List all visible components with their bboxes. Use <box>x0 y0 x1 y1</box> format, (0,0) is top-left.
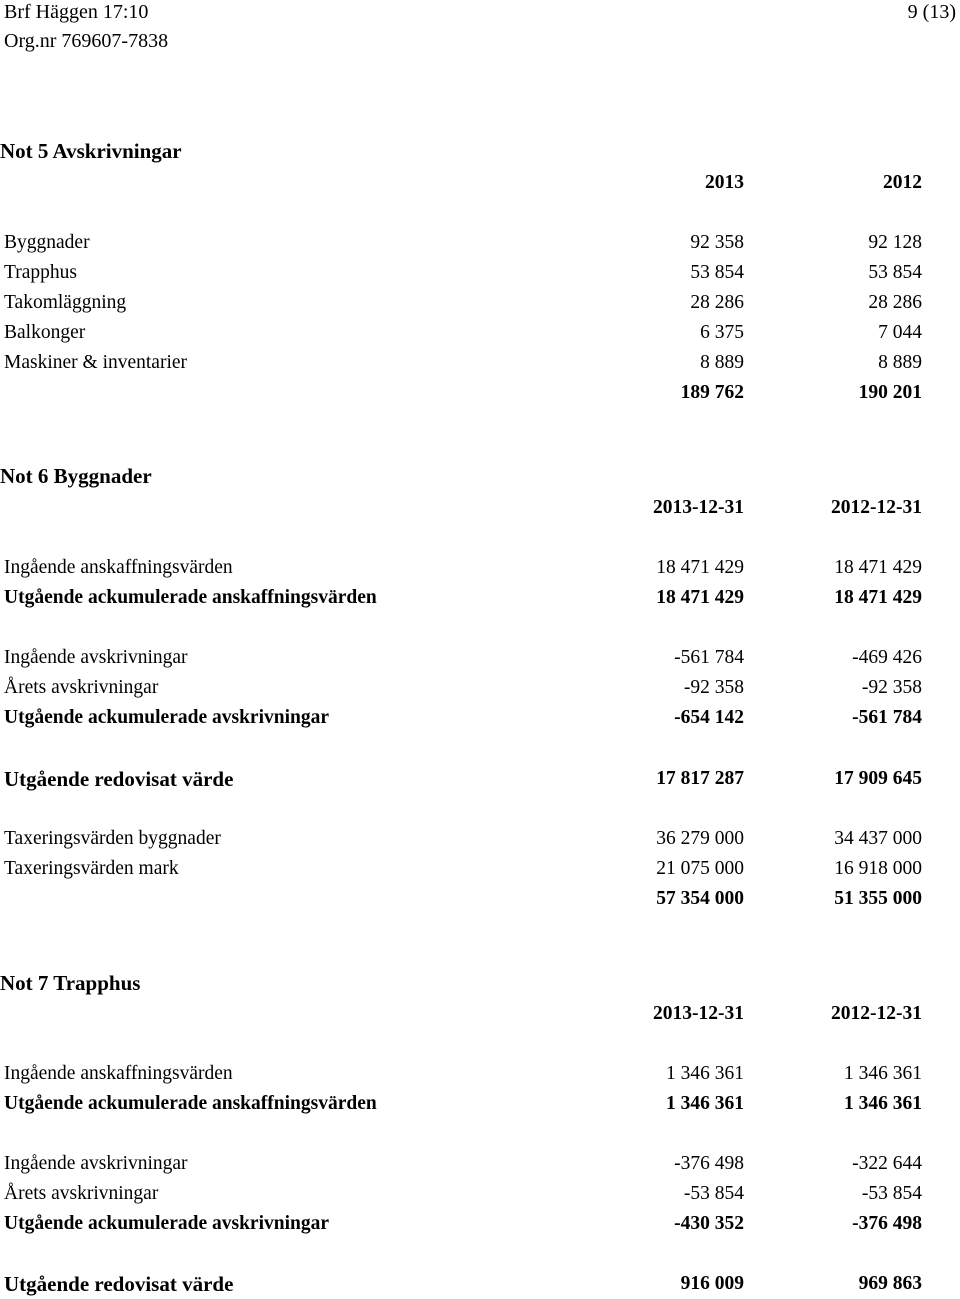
total-2012: 51 355 000 <box>834 888 922 909</box>
row-label: Taxeringsvärden mark <box>4 858 179 879</box>
row-value-2012: 1 346 361 <box>844 1093 922 1114</box>
note7-row-utg-avskr <box>0 1209 960 1239</box>
note7-title: Not 7 Trapphus <box>0 971 141 995</box>
row-value-2012: 7 044 <box>878 322 922 343</box>
row-value-2012: -53 854 <box>861 1183 922 1204</box>
row-value-2012: 53 854 <box>868 262 922 283</box>
note5-title: Not 5 Avskrivningar <box>0 139 182 163</box>
row-value-2012: 17 909 645 <box>834 768 922 789</box>
note5-row-byggnader <box>0 228 960 258</box>
row-value-2013: 92 358 <box>690 232 744 253</box>
row-label: Balkonger <box>4 322 86 343</box>
note6-tax-total-row <box>0 884 960 914</box>
row-value-2012: 969 863 <box>858 1273 922 1294</box>
row-value-2013: 8 889 <box>700 352 744 373</box>
note6-row-tax-byggnader <box>0 824 960 854</box>
total-2013: 57 354 000 <box>656 888 744 909</box>
company-name: Brf Häggen 17:10 <box>4 1 149 23</box>
note5-column-headers <box>0 168 960 198</box>
note7-row-ing-avskr <box>0 1149 960 1179</box>
note7-col-2012: 2012-12-31 <box>831 1003 922 1024</box>
row-value-2012: -376 498 <box>852 1213 922 1234</box>
note6-col-2012: 2012-12-31 <box>831 497 922 518</box>
note6-col-2013: 2013-12-31 <box>653 497 744 518</box>
note5-row-balkonger <box>0 318 960 348</box>
row-value-2012: 18 471 429 <box>834 557 922 578</box>
row-value-2013: 916 009 <box>680 1273 744 1294</box>
note6-row-tax-mark <box>0 854 960 884</box>
row-value-2012: 18 471 429 <box>834 587 922 608</box>
note5-row-trapphus <box>0 258 960 288</box>
note7-col-2013: 2013-12-31 <box>653 1003 744 1024</box>
note7-row-redovisat <box>0 1269 960 1299</box>
row-label: Utgående ackumulerade anskaffningsvärden <box>4 1093 377 1114</box>
note6-row-utg-avskr <box>0 703 960 733</box>
org-number: Org.nr 769607-7838 <box>4 30 169 52</box>
row-label: Taxeringsvärden byggnader <box>4 828 221 849</box>
note5-row-maskiner <box>0 348 960 378</box>
total-2013: 189 762 <box>680 382 744 403</box>
row-value-2012: 16 918 000 <box>834 858 922 879</box>
note7-row-ing-anskaffning <box>0 1059 960 1089</box>
row-value-2013: -654 142 <box>674 707 744 728</box>
row-value-2013: 6 375 <box>700 322 744 343</box>
note6-row-redovisat <box>0 764 960 794</box>
row-label: Utgående ackumulerade avskrivningar <box>4 707 330 728</box>
row-label: Årets avskrivningar <box>4 677 159 698</box>
row-label: Utgående redovisat värde <box>4 767 234 791</box>
note5-total-row <box>0 378 960 408</box>
note6-title: Not 6 Byggnader <box>0 464 152 488</box>
note6-row-arets-avskr <box>0 673 960 703</box>
row-label: Ingående anskaffningsvärden <box>4 1063 233 1084</box>
row-value-2012: 1 346 361 <box>844 1063 922 1084</box>
note5-row-takomlaggning <box>0 288 960 318</box>
row-value-2013: 17 817 287 <box>656 768 744 789</box>
note6-row-utg-anskaffning <box>0 583 960 613</box>
note5-col-2012: 2012 <box>883 172 922 193</box>
row-value-2013: 18 471 429 <box>656 557 744 578</box>
note6-row-ing-anskaffning <box>0 553 960 583</box>
note6-column-headers <box>0 493 960 523</box>
row-value-2013: 21 075 000 <box>656 858 744 879</box>
row-value-2012: -469 426 <box>852 647 922 668</box>
row-value-2013: 28 286 <box>690 292 744 313</box>
row-value-2013: 36 279 000 <box>656 828 744 849</box>
row-value-2013: -53 854 <box>683 1183 744 1204</box>
row-label: Byggnader <box>4 232 90 253</box>
row-value-2012: 92 128 <box>868 232 922 253</box>
note5-col-2013: 2013 <box>705 172 744 193</box>
row-value-2012: -322 644 <box>852 1153 922 1174</box>
note7-row-arets-avskr <box>0 1179 960 1209</box>
page-number: 9 (13) <box>907 1 956 23</box>
row-label: Utgående ackumulerade anskaffningsvärden <box>4 587 377 608</box>
row-value-2012: 34 437 000 <box>834 828 922 849</box>
note6-row-ing-avskr <box>0 643 960 673</box>
row-value-2013: -92 358 <box>683 677 744 698</box>
row-value-2012: 8 889 <box>878 352 922 373</box>
row-label: Maskiner & inventarier <box>4 352 188 373</box>
row-value-2013: -561 784 <box>674 647 744 668</box>
row-label: Ingående avskrivningar <box>4 647 188 668</box>
row-value-2013: -376 498 <box>674 1153 744 1174</box>
row-value-2012: -92 358 <box>861 677 922 698</box>
row-label: Ingående anskaffningsvärden <box>4 557 233 578</box>
row-value-2013: -430 352 <box>674 1213 744 1234</box>
row-label: Ingående avskrivningar <box>4 1153 188 1174</box>
note7-row-utg-anskaffning <box>0 1089 960 1119</box>
row-label: Årets avskrivningar <box>4 1183 159 1204</box>
row-label: Trapphus <box>4 262 77 283</box>
row-value-2013: 1 346 361 <box>666 1093 744 1114</box>
row-value-2013: 18 471 429 <box>656 587 744 608</box>
row-value-2013: 53 854 <box>690 262 744 283</box>
row-value-2012: 28 286 <box>868 292 922 313</box>
note7-column-headers <box>0 999 960 1029</box>
row-label: Takomläggning <box>4 292 127 313</box>
row-label: Utgående ackumulerade avskrivningar <box>4 1213 330 1234</box>
row-label: Utgående redovisat värde <box>4 1272 234 1296</box>
total-2012: 190 201 <box>858 382 922 403</box>
row-value-2013: 1 346 361 <box>666 1063 744 1084</box>
row-value-2012: -561 784 <box>852 707 922 728</box>
